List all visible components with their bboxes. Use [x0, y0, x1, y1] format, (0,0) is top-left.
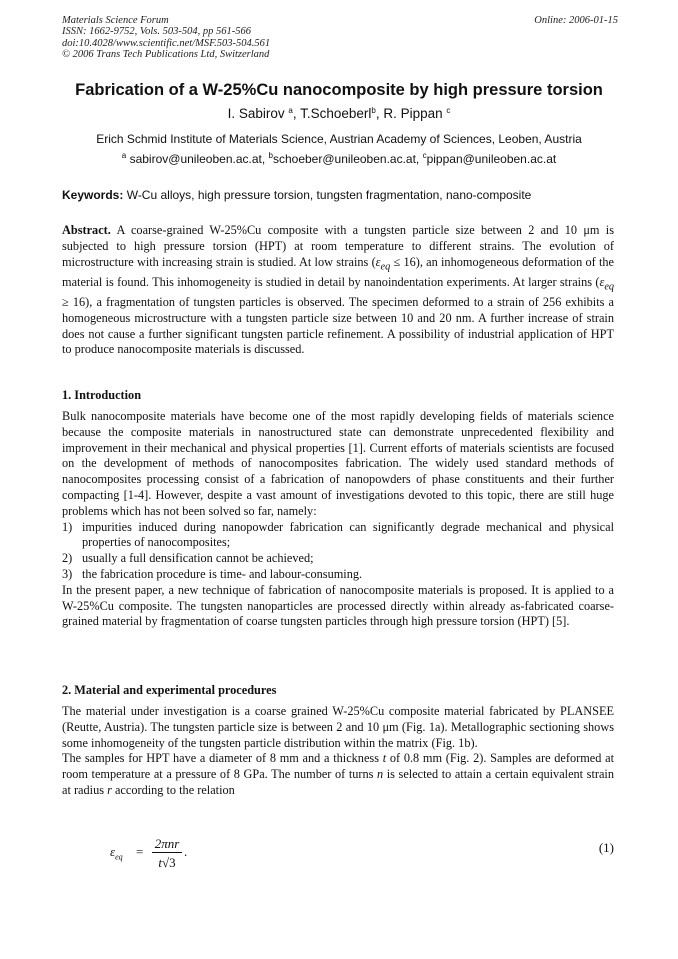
text-run: The samples for HPT have a diameter of 8 mm and a thickness — [62, 751, 383, 766]
equals-sign: = — [136, 844, 144, 859]
author-sup: c — [446, 106, 451, 115]
denominator — [152, 855, 182, 871]
email-sup: a — [121, 151, 127, 160]
keywords-label: Keywords: — [62, 188, 124, 202]
list-item — [62, 567, 614, 583]
author-name: T.Schoeberl — [300, 106, 372, 121]
author-sup: a — [288, 106, 293, 115]
author-list: I. Sabirov $^a$, T.Schoeberl$^b$, R. Pippan $^c$ — [227, 106, 451, 121]
text-run: is selected to attain a certain equivalent strain at radius — [62, 767, 614, 797]
copyright-line: © 2006 Trans Tech Publications Ltd, Switzerland — [62, 48, 270, 60]
fraction — [152, 836, 182, 871]
variable-n: n — [377, 767, 384, 782]
section-heading-materials: 2. Material and experimental procedures — [62, 683, 277, 697]
email-sup: b — [268, 151, 273, 160]
abstract-text-3: ≥ 16), a fragmentation of tungsten particles is observed. The specimen deformed to a strain of 256 exhibits a homogeneous microstructure with a tungsten particle size between 10 and 20 nm. A further increase of strain does not cause a further significant tungsten particle refinement. A possibility of industrial application of HPT to produce nanocomposite materials is discussed. — [62, 295, 614, 357]
list-item — [62, 520, 614, 552]
list-item — [62, 551, 614, 567]
equation-lhs — [110, 844, 123, 862]
email-sup: c — [422, 151, 427, 160]
list-text: impurities induced during nanopowder fabrication can significantly degrade mechanical and physical properties of nanocomposites; — [82, 519, 614, 550]
list-number: 2) — [62, 551, 73, 566]
equation-period: . — [184, 844, 188, 859]
materials-body — [62, 704, 614, 799]
problem-list — [62, 520, 614, 583]
keywords-text: W-Cu alloys, high pressure torsion, tungsten fragmentation, nano-composite — [126, 188, 532, 202]
variable-r: r — [107, 782, 112, 797]
journal-name: Materials Science Forum — [62, 15, 169, 26]
fraction-bar — [152, 852, 182, 853]
intro-paragraph-2: In the present paper, a new technique of fabrication of nanocomposite materials is proposed. It is applied to a W-25%Cu composite. The tungsten nanoparticles are processed directly within already as-fabricated coarse-grained material by fragmentation of coarse tungsten particles through high pressure torsion (HPT) [5]. — [62, 582, 614, 629]
intro-paragraph-1: Bulk nanocomposite materials have become one of the most rapidly developing fields of materials science because the composite materials in nanostructured state can demonstrate unprecedented flexibility and improvement in their mechanical and physical properties [1]. Current efforts of materials scientists are focused on the development of methods of nanocomposites fabrication. The widely used standard methods of nanocomposites processing consist of a fabrication of nanopowders of phase constituents and their further compacting [1-4]. However, despite a vast amount of investigations devoted to this topic, there are still huge problems which has not been solved so far, namely: — [62, 409, 614, 518]
variable-t: t — [382, 751, 387, 766]
email-address[interactable]: schoeber@unileoben.ac.at — [272, 152, 416, 166]
list-number: 3) — [62, 566, 73, 581]
author-sup: b — [371, 106, 376, 115]
paper-title: Fabrication of a W-25%Cu nanocomposite by high pressure torsion — [75, 81, 603, 99]
materials-paragraph-2 — [62, 751, 614, 798]
affiliation: Erich Schmid Institute of Materials Science, Austrian Academy of Sciences, Leoben, Austria — [96, 132, 582, 146]
issn-line: ISSN: 1662-9752, Vols. 503-504, pp 561-566 — [62, 26, 251, 38]
author-name: R. Pippan — [383, 106, 443, 121]
email-address[interactable]: sabirov@unileoben.ac.at — [129, 152, 262, 166]
introduction-body — [62, 409, 614, 630]
list-number: 1) — [62, 519, 73, 534]
abstract-label: Abstract. — [62, 223, 111, 237]
email-list: $^a$ sabirov@unileoben.ac.at, $^b$schoeber@unileoben.ac.at, $^c$pippan@unileoben.ac.at — [121, 151, 557, 166]
email-address[interactable]: pippan@unileoben.ac.at — [426, 152, 557, 166]
epsilon-subscript: eq — [115, 852, 123, 862]
list-text: usually a full densification cannot be achieved; — [82, 551, 314, 566]
abstract-text-2: ≤ 16), an inhomogeneous deformation of the material is found. This inhomogeneity is studied in detail by nanoindentation experiments. At larger strains ( — [62, 254, 614, 289]
strain-symbol: ε — [375, 254, 381, 269]
materials-paragraph-1: The material under investigation is a coarse grained W-25%Cu composite material fabricated by PLANSEE (Reutte, Austria). The tungsten particle size is between 2 and 10 μm (Fig. 1a). Metallographic sectioning shows some inhomogeneity of the tungsten particle distribution within the matrix (Fig. 1b). — [62, 704, 614, 750]
strain-subscript: eq — [380, 261, 391, 273]
text-run: of 0.8 mm (Fig. 2). Samples are deformed at room temperature at a pressure of 8 GPa. The number of turns — [62, 751, 614, 782]
section-heading-introduction: 1. Introduction — [62, 388, 142, 402]
epsilon-symbol: ε — [110, 844, 116, 859]
journal-header — [62, 15, 618, 60]
abstract-text-1: A coarse-grained W-25%Cu composite with a tungsten particle size between 2 and 10 μm is subjected to high pressure torsion (HPT) at room temperature to different strains. The evolution of microstructure with increasing strain is studied. At low strains ( — [62, 223, 614, 269]
den-t: t — [158, 855, 162, 870]
numerator: 2πnr — [154, 836, 180, 851]
strain-symbol: ε — [599, 274, 605, 289]
equation-number: (1) — [598, 840, 614, 855]
strain-subscript: eq — [604, 281, 614, 293]
list-text: the fabrication procedure is time- and labour-consuming. — [82, 566, 363, 581]
doi-line: doi:10.4028/www.scientific.net/MSF.503-504.561 — [62, 37, 271, 49]
keywords — [62, 188, 618, 202]
abstract — [62, 223, 614, 358]
equation-1 — [110, 836, 614, 876]
author-name: I. Sabirov — [227, 106, 285, 121]
text-run: according to the relation — [111, 782, 235, 797]
sqrt-three: √3 — [161, 855, 176, 870]
online-date: Online: 2006-01-15 — [534, 15, 618, 26]
